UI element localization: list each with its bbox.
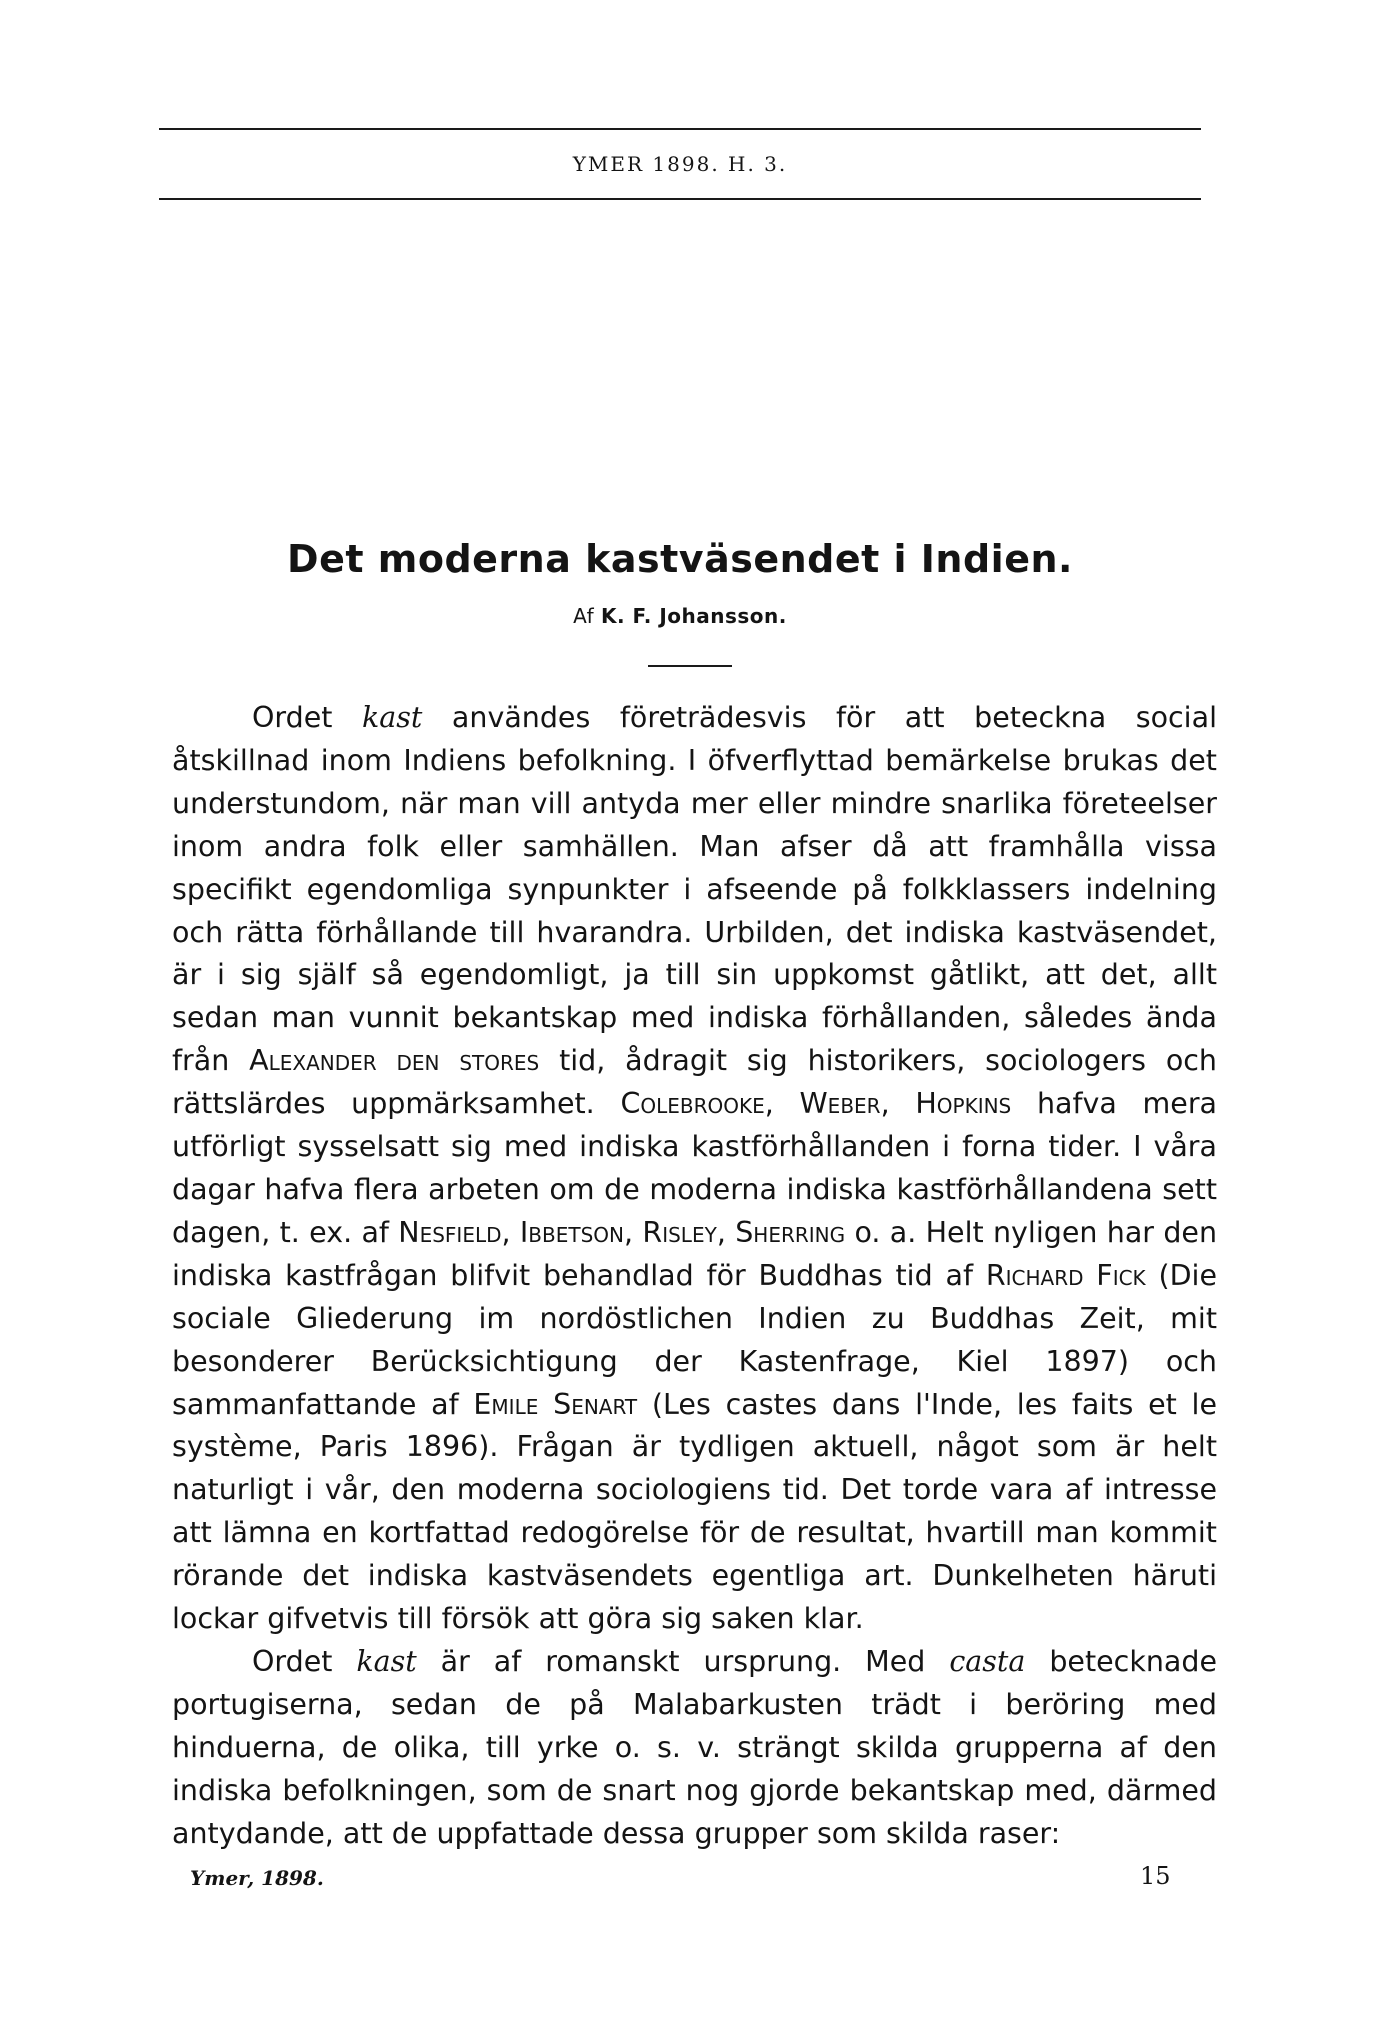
text-run: , [624,1215,643,1249]
text-run: betecknade portugiserna, sedan de på Malabarkusten trädt i beröring med hinduerna, de olika, till yrke o. s. v. strängt skilda grupperna af den indiska befolkningen, som de snart nog gjorde bekantskap med, därmed antydande, att de uppfattade dessa grupper som skilda raser: [172,1644,1217,1850]
author-citation: Colebrooke [620,1087,765,1121]
emphasis-term: kast [362,701,423,734]
article-body [172,697,1217,1855]
author-citation: Ibbetson [519,1215,625,1249]
title-divider [648,665,732,667]
byline-prefix: Af [573,604,595,628]
header-bottom-rule [159,198,1201,200]
author-citation: Hopkins [915,1087,1012,1121]
page-number: 15 [1140,1862,1171,1890]
running-head: YMER 1898. H. 3. [572,152,788,176]
header-top-rule [159,128,1201,130]
text-run: , [880,1087,916,1121]
footer-journal: Ymer, 1898. [190,1866,324,1890]
author-citation: Sherring [735,1215,846,1249]
author-citation: Richard Fick [985,1258,1146,1292]
text-run: användes företrädesvis för att beteckna social åtskillnad inom Indiens befolkning. I öfverflyttad bemärkelse brukas det understundom, när man vill antyda mer eller mindre snarlika företeelser inom andra folk eller samhällen. Man afser då att framhålla vissa specifikt egendomliga synpunkter i afseende på folkklassers indelning och rätta förhållande till hvarandra. Urbilden, det indiska kastväsendet, är i sig själf så egendomligt, ja till sin uppkomst gåtlikt, att det, allt sedan man vunnit bekantskap med indiska förhållanden, således ända från [172,701,1217,1078]
text-run: är af romanskt ursprung. Med [416,1644,950,1678]
text-run: hafva mera utförligt sysselsatt sig med indiska kastförhållanden i forna tider. I våra dagar hafva flera arbeten om de moderna indiska kastförhållandena sett dagen, t. ex. af [172,1087,1218,1249]
author-citation: Weber [799,1087,881,1121]
text-run: (Die sociale Gliederung im nordöstlichen Indien zu Buddhas Zeit, mit besonderer Berücksichtigung der Kastenfrage, Kiel 1897) och sammanfattande af [172,1258,1217,1421]
author-citation: Nesfield [398,1215,502,1249]
text-run: Ordet [252,1644,357,1678]
article-title: Det moderna kastväsendet i Indien. [287,537,1073,581]
author-citation: Emile Senart [473,1387,638,1421]
text-run: , [764,1087,800,1121]
text-run: (Les castes dans l'Inde, les faits et le système, Paris 1896). Frågan är tydligen aktuell, något som är helt naturligt i vår, den moderna sociologiens tid. Det torde vara af intresse att lämna en kortfattad redogörelse för de resultat, hvartill man kommit rörande det indiska kastväsendets egentliga art. Dunkelheten häruti lockar gifvetvis till försök att göra sig saken klar. [172,1387,1218,1636]
author-citation: Risley [642,1215,717,1249]
paragraph [172,1641,1217,1856]
text-run: , [501,1215,520,1249]
text-run: , [716,1215,736,1249]
text-run: o. a. Helt nyligen har den indiska kastfrågan blifvit behandlad för Buddhas tid af [172,1215,1218,1292]
text-run: Ordet [252,701,363,734]
byline [159,604,1201,628]
emphasis-term: kast [356,1644,417,1678]
text-run: tid, ådragit sig historikers, sociologers och rättslärdes uppmärksamhet. [172,1044,1217,1121]
author-citation: Alexander den stores [249,1044,540,1078]
paragraph [172,697,1217,1641]
author-name: K. F. Johansson. [600,604,787,628]
emphasis-term: casta [949,1644,1026,1678]
